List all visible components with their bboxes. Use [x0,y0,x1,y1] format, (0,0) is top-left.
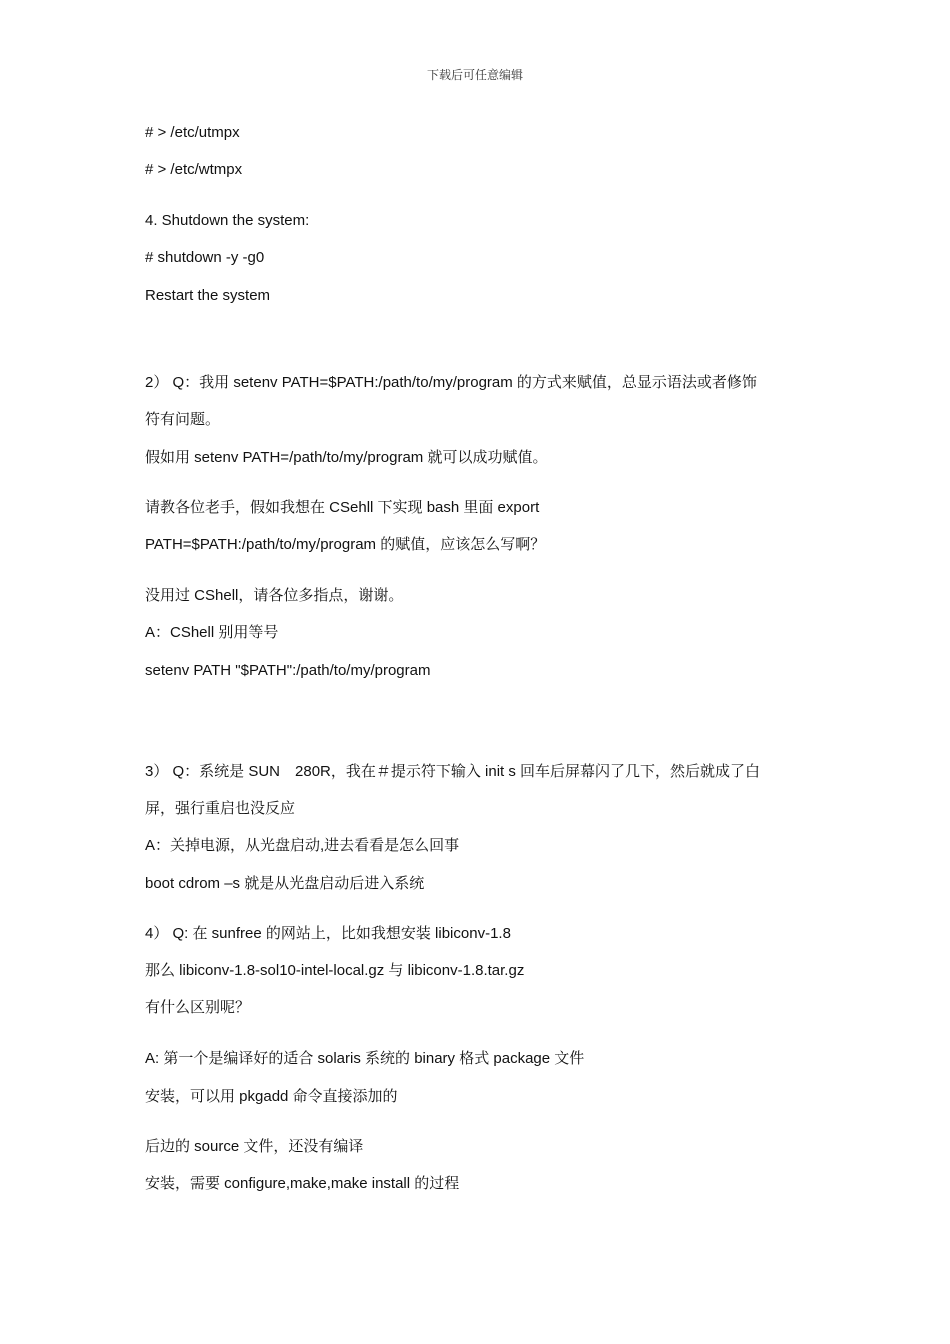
text-line: setenv PATH "$PATH":/path/to/my/program [145,662,431,679]
text-line: 4. Shutdown the system: [145,212,310,229]
text-line: 符有问题。 [145,411,221,428]
text-line: A: 第一个是编译好的适合 solaris 系统的 binary 格式 package 文件 [145,1050,585,1067]
text-line: PATH=$PATH:/path/to/my/program 的赋值，应该怎么写啊？ [145,536,546,553]
text-line: # > /etc/utmpx [145,124,240,141]
text-line: 那么 libiconv-1.8-sol10-intel-local.gz 与 libiconv-1.8.tar.gz [145,962,525,979]
text-line: 没用过 CShell，请各位多指点，谢谢。 [145,587,404,604]
text-line: Restart the system [145,287,271,304]
text-line: 有什么区别呢？ [145,999,251,1016]
text-line: 请教各位老手，假如我想在 CSehll 下实现 bash 里面 export [145,499,540,516]
text-line: 屏，强行重启也没反应 [145,800,296,817]
text-line: # shutdown -y -g0 [145,249,265,266]
text-line: A：关掉电源，从光盘启动,进去看看是怎么回事 [145,837,460,854]
text-line: A：CShell 别用等号 [145,624,279,641]
text-line: 假如用 setenv PATH=/path/to/my/program 就可以成功赋值。 [145,449,548,466]
text-line: 安装，需要 configure,make,make install 的过程 [145,1175,460,1192]
page-header: 下载后可任意编辑 [426,68,523,82]
text-line: # > /etc/wtmpx [145,161,243,178]
text-line: boot cdrom –s 就是从光盘启动后进入系统 [145,875,425,892]
text-line: 2） Q：我用 setenv PATH=$PATH:/path/to/my/program 的方式来赋值，总显示语法或者修饰 [145,374,757,391]
text-line: 安装，可以用 pkgadd 命令直接添加的 [145,1088,398,1105]
text-line: 后边的 source 文件，还没有编译 [145,1138,364,1155]
text-line: 3） Q：系统是 SUN 280R，我在＃提示符下输入 init s 回车后屏幕闪了几下，然后就成了白 [145,763,761,780]
text-line: 4） Q: 在 sunfree 的网站上，比如我想安装 libiconv-1.8 [145,925,511,942]
